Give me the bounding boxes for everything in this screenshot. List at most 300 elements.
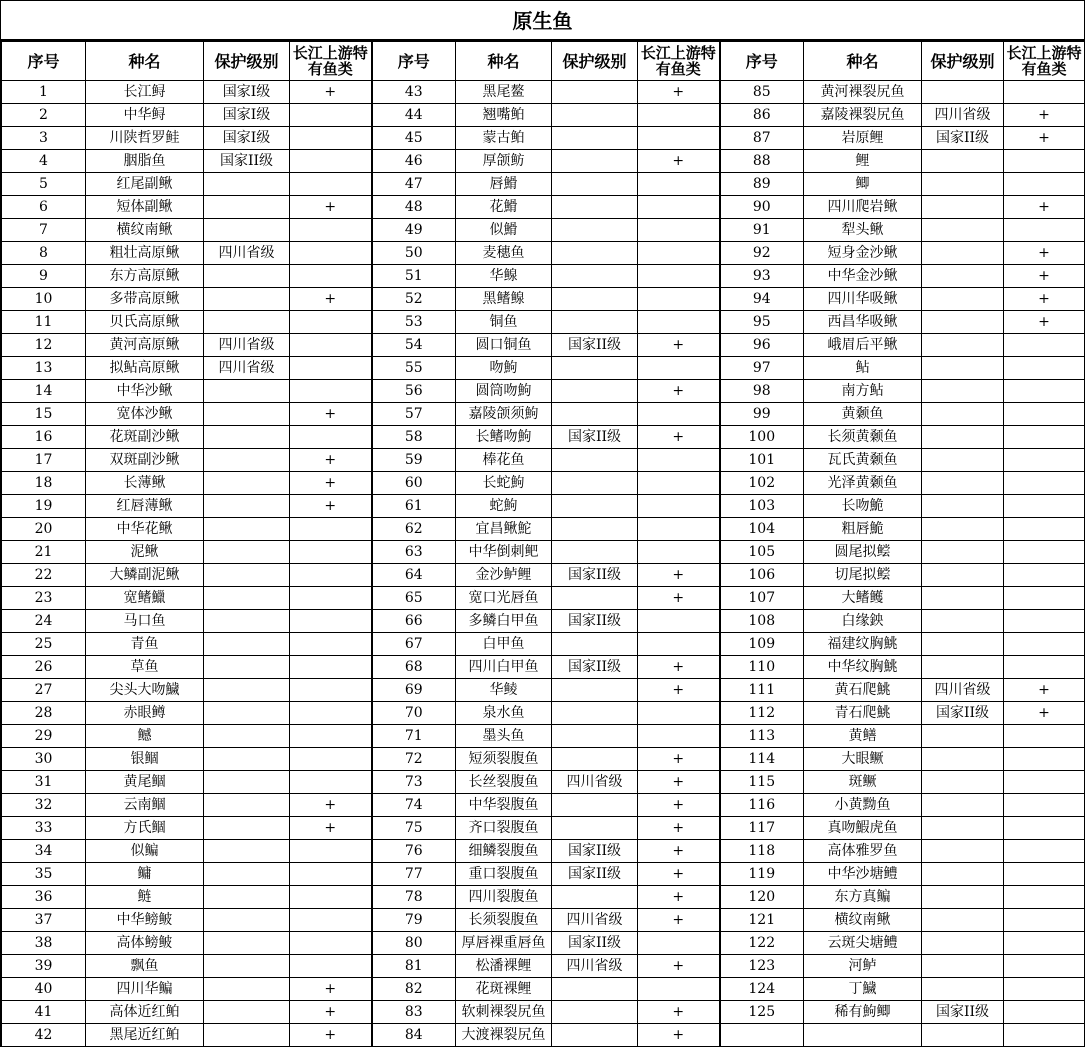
cell-index: 93 — [720, 265, 804, 288]
cell-protection — [552, 1001, 638, 1024]
cell-index: 25 — [2, 633, 86, 656]
cell-endemic: + — [638, 794, 720, 817]
cell-endemic: + — [638, 1024, 720, 1047]
cell-index: 112 — [720, 702, 804, 725]
cell-protection: 国家II级 — [922, 1001, 1004, 1024]
table-row — [2, 150, 1085, 173]
cell-protection: 国家II级 — [552, 932, 638, 955]
cell-index: 116 — [720, 794, 804, 817]
cell-species: 犁头鳅 — [804, 219, 922, 242]
cell-endemic: + — [638, 564, 720, 587]
cell-index: 64 — [372, 564, 456, 587]
cell-species: 短体副鳅 — [86, 196, 204, 219]
cell-endemic — [638, 219, 720, 242]
cell-index: 66 — [372, 610, 456, 633]
cell-index: 36 — [2, 886, 86, 909]
cell-index: 94 — [720, 288, 804, 311]
cell-index: 13 — [2, 357, 86, 380]
cell-endemic — [290, 932, 372, 955]
cell-index: 110 — [720, 656, 804, 679]
cell-protection — [552, 150, 638, 173]
cell-species: 宽体沙鳅 — [86, 403, 204, 426]
cell-endemic — [290, 587, 372, 610]
cell-species: 长丝裂腹鱼 — [456, 771, 552, 794]
cell-protection — [204, 656, 290, 679]
cell-endemic — [638, 196, 720, 219]
table-row — [2, 748, 1085, 771]
cell-index: 119 — [720, 863, 804, 886]
cell-species: 银鲴 — [86, 748, 204, 771]
cell-protection — [204, 219, 290, 242]
cell-endemic — [290, 610, 372, 633]
table-row — [2, 817, 1085, 840]
cell-endemic — [638, 518, 720, 541]
cell-species: 厚唇裸重唇鱼 — [456, 932, 552, 955]
table-row — [2, 196, 1085, 219]
table-row — [2, 449, 1085, 472]
cell-protection: 国家II级 — [552, 656, 638, 679]
cell-species: 黑尾鳌 — [456, 81, 552, 104]
cell-endemic — [1004, 817, 1085, 840]
table-row — [2, 541, 1085, 564]
cell-protection — [922, 518, 1004, 541]
cell-index: 65 — [372, 587, 456, 610]
table-row — [2, 334, 1085, 357]
cell-species: 四川白甲鱼 — [456, 656, 552, 679]
cell-endemic — [638, 311, 720, 334]
cell-endemic: + — [638, 840, 720, 863]
cell-protection — [204, 794, 290, 817]
cell-index: 21 — [2, 541, 86, 564]
cell-protection — [922, 219, 1004, 242]
cell-species: 红尾副鳅 — [86, 173, 204, 196]
cell-index: 15 — [2, 403, 86, 426]
cell-endemic — [1004, 633, 1085, 656]
cell-index: 88 — [720, 150, 804, 173]
cell-species: 横纹南鳅 — [804, 909, 922, 932]
cell-endemic: + — [290, 1001, 372, 1024]
cell-endemic — [290, 863, 372, 886]
cell-species: 大眼鳜 — [804, 748, 922, 771]
cell-endemic — [1004, 794, 1085, 817]
cell-index: 7 — [2, 219, 86, 242]
cell-species: 华鳈 — [456, 265, 552, 288]
cell-endemic — [638, 449, 720, 472]
cell-endemic: + — [290, 288, 372, 311]
cell-protection: 四川省级 — [552, 771, 638, 794]
cell-index: 51 — [372, 265, 456, 288]
cell-index: 111 — [720, 679, 804, 702]
cell-index: 95 — [720, 311, 804, 334]
cell-species: 中华金沙鳅 — [804, 265, 922, 288]
cell-species: 花斑裸鲤 — [456, 978, 552, 1001]
cell-species: 黑尾近红鲌 — [86, 1024, 204, 1047]
cell-species: 多带高原鳅 — [86, 288, 204, 311]
cell-endemic: + — [290, 1024, 372, 1047]
cell-index: 101 — [720, 449, 804, 472]
cell-species: 泥鳅 — [86, 541, 204, 564]
cell-index: 104 — [720, 518, 804, 541]
cell-protection — [922, 449, 1004, 472]
cell-species: 蒙古鲌 — [456, 127, 552, 150]
cell-species: 飘鱼 — [86, 955, 204, 978]
cell-index: 70 — [372, 702, 456, 725]
cell-protection — [552, 587, 638, 610]
cell-endemic — [1004, 380, 1085, 403]
cell-endemic — [290, 564, 372, 587]
cell-protection — [552, 978, 638, 1001]
cell-endemic — [290, 173, 372, 196]
cell-index: 67 — [372, 633, 456, 656]
cell-index: 32 — [2, 794, 86, 817]
cell-endemic: + — [290, 495, 372, 518]
cell-index: 3 — [2, 127, 86, 150]
cell-endemic — [1004, 886, 1085, 909]
cell-index: 87 — [720, 127, 804, 150]
cell-endemic: + — [638, 656, 720, 679]
cell-index: 122 — [720, 932, 804, 955]
cell-index: 18 — [2, 472, 86, 495]
cell-protection — [204, 817, 290, 840]
cell-protection — [204, 518, 290, 541]
cell-species: 四川裂腹鱼 — [456, 886, 552, 909]
cell-index: 81 — [372, 955, 456, 978]
table-row — [2, 978, 1085, 1001]
cell-endemic — [1004, 449, 1085, 472]
cell-endemic — [1004, 81, 1085, 104]
cell-index: 56 — [372, 380, 456, 403]
cell-endemic: + — [290, 449, 372, 472]
cell-endemic — [638, 978, 720, 1001]
cell-index: 102 — [720, 472, 804, 495]
cell-species: 粗唇鮠 — [804, 518, 922, 541]
cell-endemic — [638, 633, 720, 656]
table-row — [2, 863, 1085, 886]
cell-endemic — [1004, 334, 1085, 357]
cell-protection — [922, 656, 1004, 679]
cell-protection — [552, 748, 638, 771]
cell-index: 2 — [2, 104, 86, 127]
cell-endemic — [638, 702, 720, 725]
cell-species: 马口鱼 — [86, 610, 204, 633]
cell-index: 105 — [720, 541, 804, 564]
cell-endemic — [290, 311, 372, 334]
cell-endemic: + — [290, 196, 372, 219]
cell-protection: 国家II级 — [922, 127, 1004, 150]
cell-index: 78 — [372, 886, 456, 909]
cell-endemic: + — [1004, 127, 1085, 150]
cell-index: 82 — [372, 978, 456, 1001]
cell-species: 鲢 — [86, 886, 204, 909]
cell-endemic — [290, 725, 372, 748]
cell-index: 52 — [372, 288, 456, 311]
cell-protection — [552, 495, 638, 518]
cell-index: 91 — [720, 219, 804, 242]
cell-protection: 四川省级 — [552, 955, 638, 978]
cell-endemic: + — [290, 81, 372, 104]
cell-protection — [204, 932, 290, 955]
cell-species: 胭脂鱼 — [86, 150, 204, 173]
header-protection: 保护级别 — [922, 42, 1004, 81]
cell-endemic — [638, 173, 720, 196]
cell-endemic — [290, 679, 372, 702]
cell-protection: 国家II级 — [552, 840, 638, 863]
cell-endemic — [1004, 426, 1085, 449]
cell-species: 似鳊 — [86, 840, 204, 863]
cell-index: 62 — [372, 518, 456, 541]
cell-protection — [204, 1024, 290, 1047]
cell-index: 49 — [372, 219, 456, 242]
table-row — [2, 219, 1085, 242]
table-row — [2, 932, 1085, 955]
cell-endemic — [1004, 1001, 1085, 1024]
header-species: 种名 — [804, 42, 922, 81]
cell-protection — [922, 955, 1004, 978]
cell-protection — [922, 909, 1004, 932]
cell-species: 长薄鳅 — [86, 472, 204, 495]
cell-protection — [552, 702, 638, 725]
cell-index: 72 — [372, 748, 456, 771]
cell-endemic: + — [290, 794, 372, 817]
cell-endemic — [638, 472, 720, 495]
cell-protection — [552, 380, 638, 403]
cell-endemic — [290, 702, 372, 725]
cell-protection: 四川省级 — [552, 909, 638, 932]
cell-species: 宽鳍鱲 — [86, 587, 204, 610]
cell-index: 6 — [2, 196, 86, 219]
cell-species: 长吻鮠 — [804, 495, 922, 518]
cell-species — [804, 1024, 922, 1047]
cell-endemic — [638, 288, 720, 311]
header-index: 序号 — [720, 42, 804, 81]
cell-index: 77 — [372, 863, 456, 886]
cell-index: 23 — [2, 587, 86, 610]
cell-species: 高体雅罗鱼 — [804, 840, 922, 863]
cell-species: 多鳞白甲鱼 — [456, 610, 552, 633]
cell-endemic — [290, 219, 372, 242]
header-endemic: 长江上游特有鱼类 — [638, 42, 720, 81]
cell-protection — [204, 472, 290, 495]
cell-protection: 国家II级 — [552, 334, 638, 357]
cell-protection — [922, 564, 1004, 587]
cell-index: 20 — [2, 518, 86, 541]
cell-index — [720, 1024, 804, 1047]
table-row — [2, 679, 1085, 702]
cell-protection — [204, 955, 290, 978]
cell-endemic — [638, 932, 720, 955]
cell-index: 71 — [372, 725, 456, 748]
cell-species: 黄石爬鮡 — [804, 679, 922, 702]
cell-index: 103 — [720, 495, 804, 518]
cell-endemic: + — [1004, 265, 1085, 288]
table-row — [2, 656, 1085, 679]
cell-species: 方氏鲴 — [86, 817, 204, 840]
cell-endemic — [1004, 357, 1085, 380]
table-row — [2, 702, 1085, 725]
cell-species: 福建纹胸鮡 — [804, 633, 922, 656]
header-species: 种名 — [86, 42, 204, 81]
cell-protection — [204, 1001, 290, 1024]
cell-species: 云斑尖塘鳢 — [804, 932, 922, 955]
cell-index: 11 — [2, 311, 86, 334]
cell-index: 33 — [2, 817, 86, 840]
cell-endemic: + — [1004, 104, 1085, 127]
cell-index: 8 — [2, 242, 86, 265]
cell-index: 74 — [372, 794, 456, 817]
cell-protection — [922, 748, 1004, 771]
cell-index: 76 — [372, 840, 456, 863]
cell-index: 123 — [720, 955, 804, 978]
cell-species: 粗壮高原鳅 — [86, 242, 204, 265]
table-row — [2, 886, 1085, 909]
cell-species: 中华鳑鲏 — [86, 909, 204, 932]
cell-protection — [204, 610, 290, 633]
cell-index: 41 — [2, 1001, 86, 1024]
cell-species: 黄河裸裂尻鱼 — [804, 81, 922, 104]
cell-protection — [922, 886, 1004, 909]
cell-endemic — [290, 955, 372, 978]
cell-endemic — [1004, 150, 1085, 173]
cell-protection — [922, 196, 1004, 219]
cell-index: 100 — [720, 426, 804, 449]
table-row — [2, 242, 1085, 265]
cell-species: 中华沙塘鳢 — [804, 863, 922, 886]
cell-index: 114 — [720, 748, 804, 771]
cell-endemic — [290, 357, 372, 380]
cell-endemic — [290, 840, 372, 863]
cell-index: 44 — [372, 104, 456, 127]
cell-endemic — [1004, 587, 1085, 610]
cell-species: 翘嘴鲌 — [456, 104, 552, 127]
cell-protection — [204, 978, 290, 1001]
cell-index: 115 — [720, 771, 804, 794]
cell-endemic — [290, 265, 372, 288]
cell-endemic — [1004, 219, 1085, 242]
cell-species: 河鲈 — [804, 955, 922, 978]
cell-endemic — [290, 380, 372, 403]
cell-index: 68 — [372, 656, 456, 679]
cell-protection — [922, 288, 1004, 311]
cell-protection — [204, 380, 290, 403]
cell-index: 47 — [372, 173, 456, 196]
cell-species: 青石爬鮡 — [804, 702, 922, 725]
cell-index: 83 — [372, 1001, 456, 1024]
cell-endemic: + — [638, 909, 720, 932]
cell-protection — [552, 886, 638, 909]
cell-protection — [204, 725, 290, 748]
cell-protection — [922, 840, 1004, 863]
cell-protection — [552, 518, 638, 541]
cell-species: 细鳞裂腹鱼 — [456, 840, 552, 863]
cell-species: 中华纹胸鮡 — [804, 656, 922, 679]
cell-index: 38 — [2, 932, 86, 955]
cell-endemic: + — [1004, 311, 1085, 334]
cell-protection: 四川省级 — [204, 334, 290, 357]
cell-endemic: + — [638, 334, 720, 357]
cell-index: 97 — [720, 357, 804, 380]
cell-index: 80 — [372, 932, 456, 955]
cell-endemic — [1004, 771, 1085, 794]
cell-species: 红唇薄鳅 — [86, 495, 204, 518]
cell-protection — [204, 633, 290, 656]
cell-protection — [922, 242, 1004, 265]
cell-endemic: + — [1004, 679, 1085, 702]
cell-species: 长江鲟 — [86, 81, 204, 104]
cell-species: 大鳞副泥鳅 — [86, 564, 204, 587]
cell-protection — [204, 449, 290, 472]
cell-index: 89 — [720, 173, 804, 196]
cell-endemic — [638, 265, 720, 288]
header-index: 序号 — [2, 42, 86, 81]
cell-species: 贝氏高原鳅 — [86, 311, 204, 334]
cell-species: 宽口光唇鱼 — [456, 587, 552, 610]
header-species: 种名 — [456, 42, 552, 81]
table-row — [2, 311, 1085, 334]
cell-endemic — [638, 357, 720, 380]
cell-protection — [922, 633, 1004, 656]
cell-endemic — [290, 127, 372, 150]
cell-protection — [552, 81, 638, 104]
cell-protection — [204, 771, 290, 794]
cell-species: 黄颡鱼 — [804, 403, 922, 426]
cell-species: 拟鲇高原鳅 — [86, 357, 204, 380]
header-row — [2, 42, 1085, 81]
cell-index: 1 — [2, 81, 86, 104]
cell-species: 大渡裸裂尻鱼 — [456, 1024, 552, 1047]
cell-species: 东方真鳊 — [804, 886, 922, 909]
cell-protection — [204, 426, 290, 449]
cell-index: 106 — [720, 564, 804, 587]
cell-protection — [552, 472, 638, 495]
table-row — [2, 472, 1085, 495]
cell-endemic: + — [638, 817, 720, 840]
cell-protection — [922, 81, 1004, 104]
cell-protection — [552, 725, 638, 748]
cell-species: 麦穗鱼 — [456, 242, 552, 265]
table-row — [2, 81, 1085, 104]
table-row — [2, 426, 1085, 449]
cell-protection — [552, 104, 638, 127]
cell-index: 113 — [720, 725, 804, 748]
cell-index: 24 — [2, 610, 86, 633]
table-row — [2, 357, 1085, 380]
cell-species: 黄鳝 — [804, 725, 922, 748]
cell-protection: 国家I级 — [204, 127, 290, 150]
cell-endemic: + — [638, 771, 720, 794]
cell-index: 30 — [2, 748, 86, 771]
cell-index: 84 — [372, 1024, 456, 1047]
cell-species: 重口裂腹鱼 — [456, 863, 552, 886]
cell-protection — [552, 403, 638, 426]
cell-species: 中华倒刺鲃 — [456, 541, 552, 564]
cell-species: 白缘鉠 — [804, 610, 922, 633]
cell-species: 软刺裸裂尻鱼 — [456, 1001, 552, 1024]
cell-protection — [922, 725, 1004, 748]
cell-protection — [204, 564, 290, 587]
cell-protection — [204, 196, 290, 219]
cell-protection: 国家I级 — [204, 81, 290, 104]
table-row — [2, 1024, 1085, 1047]
cell-protection — [922, 771, 1004, 794]
cell-index: 12 — [2, 334, 86, 357]
cell-endemic: + — [638, 587, 720, 610]
cell-species: 棒花鱼 — [456, 449, 552, 472]
cell-endemic — [290, 150, 372, 173]
cell-protection — [922, 334, 1004, 357]
table-row — [2, 265, 1085, 288]
cell-species: 小黄黝鱼 — [804, 794, 922, 817]
cell-index: 45 — [372, 127, 456, 150]
